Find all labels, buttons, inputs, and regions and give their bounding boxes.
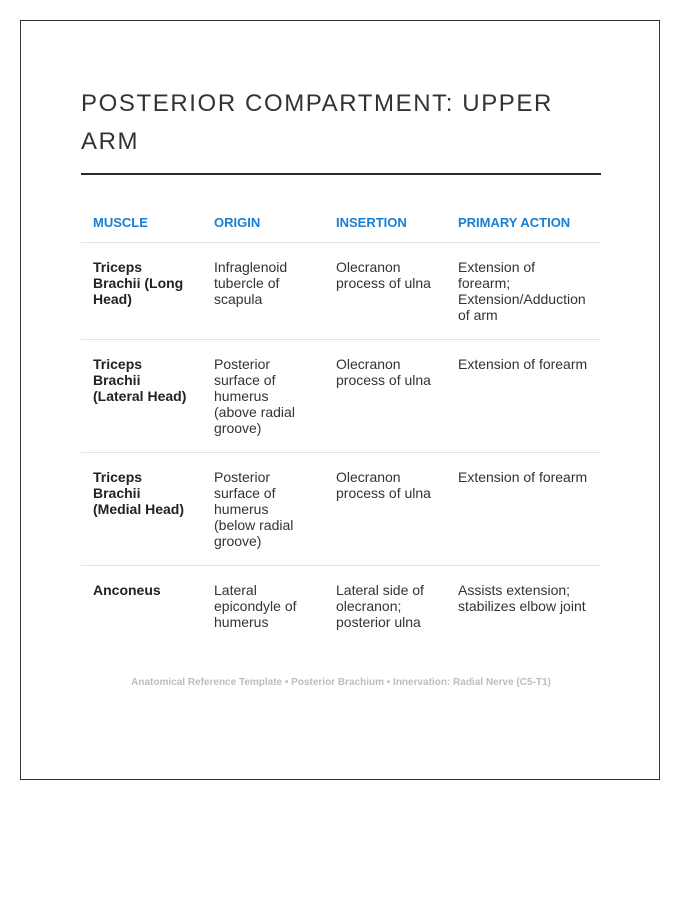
table-header-row xyxy=(81,205,601,243)
cell-muscle: Anconeus xyxy=(93,582,161,598)
cell-muscle: Triceps Brachii (Medial Head) xyxy=(81,453,202,566)
document-page xyxy=(20,20,660,780)
cell-action: Extension of forearm xyxy=(446,453,601,566)
cell-insertion: Olecranon process of ulna xyxy=(324,243,446,340)
column-header-primary-action: PRIMARY ACTION xyxy=(446,205,601,243)
table-row xyxy=(81,566,601,647)
title-divider xyxy=(81,173,601,175)
table-row xyxy=(81,340,601,453)
table-row xyxy=(81,453,601,566)
document-footer: Anatomical Reference Template • Posterior Brachium • Innervation: Radial Nerve (C5-T1) xyxy=(131,677,551,688)
cell-origin: Lateral epicondyle of humerus xyxy=(214,582,297,630)
cell-insertion: Lateral side of olecranon; posterior ulna xyxy=(336,582,424,630)
muscle-table xyxy=(81,205,601,646)
column-header-insertion: INSERTION xyxy=(324,205,446,243)
cell-action: Extension of forearm xyxy=(446,340,601,453)
page-title: POSTERIOR COMPARTMENT: UPPER ARM xyxy=(81,90,553,155)
cell-action: Assists extension; stabilizes elbow joint xyxy=(458,582,586,614)
cell-origin: Posterior surface of humerus (below radial groove) xyxy=(202,453,324,566)
cell-insertion: Olecranon process of ulna xyxy=(324,340,446,453)
cell-action: Extension of forearm; Extension/Adduction of arm xyxy=(446,243,601,340)
cell-insertion: Olecranon process of ulna xyxy=(324,453,446,566)
cell-origin: Posterior surface of humerus (above radial groove) xyxy=(202,340,324,453)
cell-muscle: Triceps Brachii (Long Head) xyxy=(81,243,202,340)
document-content xyxy=(81,85,601,646)
table-row xyxy=(81,243,601,340)
column-header-muscle: MUSCLE xyxy=(81,205,202,243)
cell-origin: Infraglenoid tubercle of scapula xyxy=(202,243,324,340)
cell-muscle: Triceps Brachii (Lateral Head) xyxy=(81,340,202,453)
column-header-origin: ORIGIN xyxy=(202,205,324,243)
